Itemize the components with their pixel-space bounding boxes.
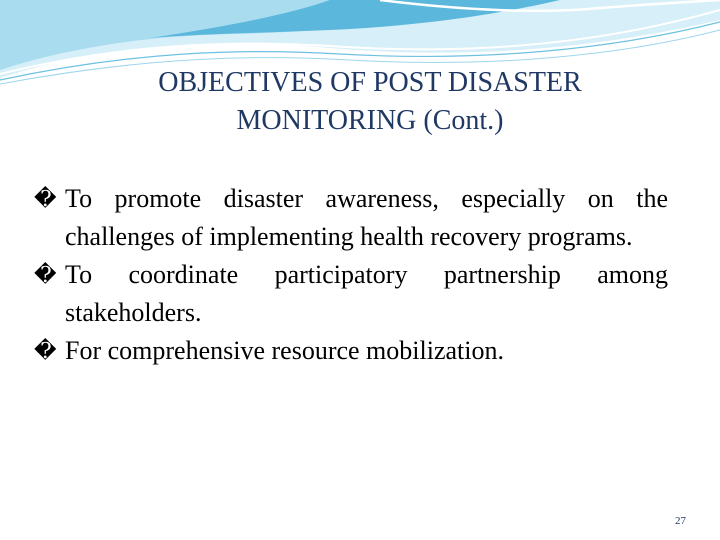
bullet-list — [34, 180, 668, 370]
slide-title — [40, 64, 700, 140]
page-number: 27 — [675, 515, 686, 527]
bullet-item — [34, 256, 668, 332]
bullet-marker-icon: � — [34, 186, 57, 211]
bullet-item — [34, 180, 668, 256]
bullet-item — [34, 332, 668, 370]
bullet-text: To promote disaster awareness, especially on the challenges of implementing health recovery programs. — [65, 184, 668, 251]
bullet-text: For comprehensive resource mobilization. — [65, 336, 504, 365]
title-line-2: MONITORING (Cont.) — [236, 105, 504, 136]
bullet-text: To coordinate participatory partnership among stakeholders. — [65, 260, 668, 327]
bullet-marker-icon: � — [34, 262, 57, 287]
title-line-1: OBJECTIVES OF POST DISASTER — [158, 67, 582, 98]
bullet-marker-icon: � — [34, 338, 57, 363]
